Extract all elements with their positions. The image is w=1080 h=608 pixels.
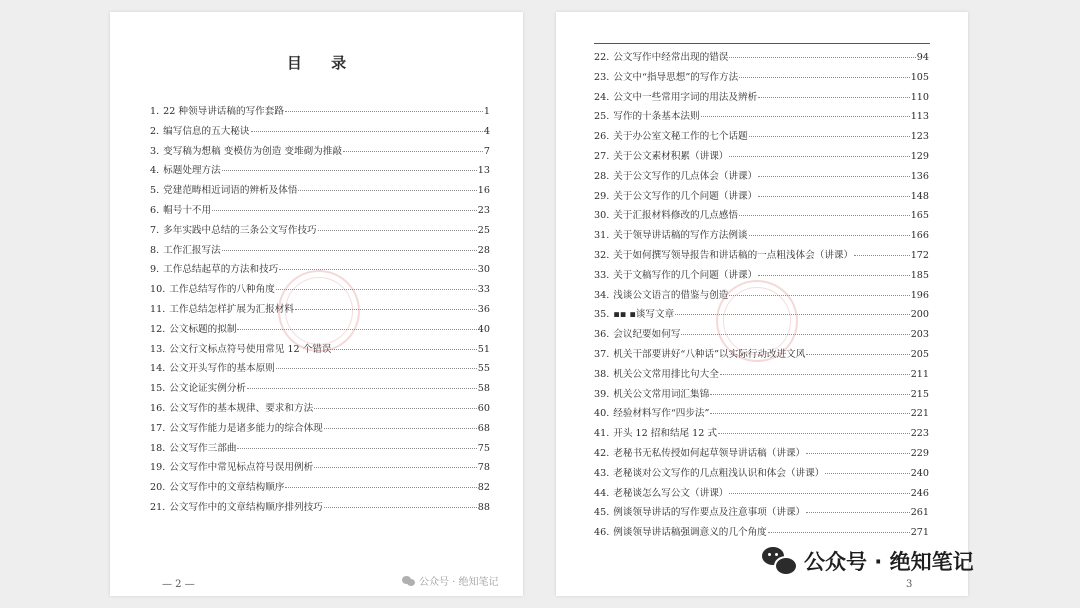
toc-entry-page: 28 (477, 244, 490, 256)
toc-entry-page: 40 (477, 323, 490, 335)
dot-leader (806, 512, 910, 513)
toc-entry-title: 公文写作的基本规律、要求和方法 (169, 402, 314, 414)
toc-entry-page: 88 (477, 501, 490, 513)
toc-entry-title: 多年实践中总结的三条公文写作技巧 (163, 224, 317, 236)
toc-entry (594, 523, 929, 543)
toc-entry-page: 148 (910, 190, 929, 202)
toc-entry (594, 365, 929, 385)
toc-entry-page: 23 (477, 204, 490, 216)
dot-leader (314, 408, 477, 409)
toc-entry-title: 机关公文常用词汇集锦 (613, 388, 710, 400)
toc-entry (594, 127, 929, 147)
toc-entry-page: 110 (910, 91, 929, 103)
toc-entry-title: 公文写作三部曲 (169, 442, 237, 454)
toc-entry-number: 43. (594, 467, 610, 479)
toc-entry-number: 35. (594, 309, 610, 321)
page-watermark (402, 573, 499, 588)
toc-entry-title: 公文写作中的文章结构顺序排列技巧 (169, 501, 323, 513)
toc-entry (594, 187, 929, 207)
dot-leader (324, 428, 477, 429)
toc-entry-number: 45. (594, 507, 610, 519)
toc-entry (594, 385, 929, 405)
toc-entry-page: 185 (910, 269, 929, 281)
toc-entry-title: 22 种领导讲话稿的写作套路 (163, 106, 284, 117)
brand-text: 公众号 · 绝知笔记 (804, 550, 974, 574)
dot-leader (758, 97, 910, 98)
toc-entry-number: 34. (594, 289, 610, 301)
toc-entry (150, 439, 490, 459)
dot-leader (854, 255, 910, 256)
toc-entry (150, 181, 490, 201)
toc-entry-title: 关于公文素材积累（讲课） (613, 150, 729, 162)
toc-entry-title: 工作总结怎样扩展为汇报材料 (169, 303, 294, 315)
dot-leader (222, 250, 477, 251)
toc-entry-page: 246 (910, 487, 929, 499)
toc-entry-title: 公文标题的拟制 (169, 323, 237, 335)
toc-entry-title: 机关干部要讲好“八种话”以实际行动改进文风 (613, 348, 806, 360)
dot-leader (710, 413, 909, 414)
toc-entry-page: 1 (483, 106, 490, 117)
toc-entry (150, 458, 490, 478)
toc-entry-number: 1. (150, 106, 160, 117)
dot-leader (729, 493, 909, 494)
dot-leader (739, 77, 909, 78)
toc-entry-page: 51 (477, 343, 490, 355)
toc-entry-page: 271 (910, 527, 929, 539)
toc-entry-title: 会议纪要如何写 (613, 329, 681, 341)
toc-entry (150, 379, 490, 399)
toc-entry-page: 165 (910, 210, 929, 222)
toc-entry-number: 21. (150, 501, 166, 513)
toc-entry-page: 166 (910, 230, 929, 242)
toc-entry-title: 公文开头写作的基本原则 (169, 363, 275, 375)
dot-leader (749, 136, 910, 137)
dot-leader (332, 349, 476, 350)
toc-entry (150, 241, 490, 261)
dot-leader (318, 230, 477, 231)
toc-entry-number: 9. (150, 264, 160, 276)
toc-entry-number: 29. (594, 190, 610, 202)
toc-entry-title: 公文中一些常用字词的用法及辨析 (613, 91, 758, 103)
toc-entry-title: 公文写作中的文章结构顺序 (169, 482, 285, 494)
toc-entry-title: 帽号十不用 (163, 204, 212, 216)
dot-leader (343, 151, 483, 152)
toc-entry-title: 老秘谈对公文写作的几点粗浅认识和体会（讲课） (613, 467, 825, 479)
dot-leader (314, 467, 477, 468)
toc-entry-number: 23. (594, 71, 610, 83)
page-number: — 2 — (162, 579, 195, 590)
toc-entry (150, 359, 490, 379)
toc-entry-title: 老秘书无私传授如何起草领导讲话稿（讲课） (613, 447, 806, 459)
toc-entry (150, 122, 490, 142)
toc-entry (594, 206, 929, 226)
toc-entry-title: 关于文稿写作的几个问题（讲课） (613, 269, 758, 281)
toc-entry-page: 94 (916, 52, 929, 63)
toc-entry-title: 例谈领导讲话稿强调意义的几个角度 (613, 527, 767, 539)
toc-entry-number: 25. (594, 111, 610, 123)
watermark-text: 公众号 · 绝知笔记 (419, 577, 499, 588)
toc-entry-number: 26. (594, 131, 610, 143)
toc-entry (594, 167, 929, 187)
toc-entry (150, 478, 490, 498)
toc-title: 目 录 (286, 54, 359, 72)
toc-entry-number: 14. (150, 363, 166, 375)
toc-entry-number: 7. (150, 224, 160, 236)
dot-leader (720, 374, 910, 375)
toc-entry-number: 4. (150, 165, 160, 177)
toc-entry-number: 38. (594, 368, 610, 380)
toc-entry-title: 例谈领导讲话的写作要点及注意事项（讲课） (613, 507, 806, 519)
toc-entry-number: 46. (594, 527, 610, 539)
toc-entry (594, 147, 929, 167)
toc-entry (594, 246, 929, 266)
toc-entry-page: 129 (910, 150, 929, 162)
toc-entry-page: 4 (483, 125, 490, 137)
dot-leader (739, 215, 910, 216)
dot-leader (237, 329, 476, 330)
toc-entry-page: 211 (910, 368, 929, 380)
dot-leader (758, 275, 910, 276)
toc-entry-number: 24. (594, 91, 610, 103)
toc-entry-page: 172 (910, 249, 929, 261)
dot-leader (825, 473, 909, 474)
toc-entry-title: 写作的十条基本法则 (613, 111, 700, 123)
toc-entry-page: 196 (910, 289, 929, 301)
toc-entry-title: 机关公文常用排比句大全 (613, 368, 719, 380)
toc-entry-page: 200 (910, 309, 929, 321)
toc-entry-page: 82 (477, 482, 490, 494)
toc-entry (150, 142, 490, 162)
dot-leader (729, 57, 915, 58)
toc-entry (594, 88, 929, 108)
toc-entry-title: 公文写作能力是诸多能力的综合体现 (169, 422, 323, 434)
dot-leader (729, 156, 909, 157)
dot-leader (718, 433, 910, 434)
toc-entry-number: 13. (150, 343, 166, 355)
toc-entry-title: 公文论证实例分析 (169, 383, 247, 395)
toc-entry-page: 30 (477, 264, 490, 276)
toc-entry-page: 7 (483, 145, 490, 157)
toc-entry-page: 203 (910, 329, 929, 341)
toc-entry-number: 31. (594, 230, 610, 242)
toc-entry-title: 关于如何撰写领导报告和讲话稿的一点粗浅体会（讲课） (613, 249, 854, 261)
toc-entry-number: 40. (594, 408, 610, 420)
toc-entry-number: 15. (150, 383, 166, 395)
toc-entry-title: 开头 12 招和结尾 12 式 (613, 428, 718, 440)
wechat-icon (762, 547, 796, 575)
dot-leader (237, 448, 476, 449)
toc-entry-page: 261 (910, 507, 929, 519)
toc-entry-page: 75 (477, 442, 490, 454)
toc-entry-title: 关于领导讲话稿的写作方法例谈 (613, 230, 748, 242)
toc-entry-title: 标题处理方法 (163, 165, 221, 177)
toc-entry-number: 3. (150, 145, 160, 157)
toc-entry-page: 36 (477, 303, 490, 315)
toc-entry-number: 16. (150, 402, 166, 414)
toc-entry-page: 215 (910, 388, 929, 400)
toc-entry-title: 工作汇报写法 (163, 244, 221, 256)
toc-entry-page: 113 (910, 111, 929, 123)
toc-entry-page: 105 (910, 71, 929, 83)
toc-entry (150, 102, 490, 122)
toc-entry-page: 55 (477, 363, 490, 375)
toc-entry (594, 404, 929, 424)
toc-entry-number: 11. (150, 303, 166, 315)
dot-leader (806, 453, 910, 454)
toc-entry-title: 浅谈公文语言的借鉴与创造 (613, 289, 729, 301)
toc-entry-title: 关于公文写作的几点体会（讲课） (613, 170, 758, 182)
toc-entry-title: 老秘谈怎么写公文（讲课） (613, 487, 729, 499)
toc-entry-title: 关于办公室文秘工作的七个话题 (613, 131, 748, 143)
toc-entry-title: 变写稿为想稿 变模仿为创造 变堆砌为推敲 (163, 145, 342, 157)
toc-entry-title: 关于公文写作的几个问题（讲课） (613, 190, 758, 202)
toc-entry-page: 16 (477, 185, 490, 197)
toc-entry-number: 42. (594, 447, 610, 459)
toc-entry-number: 6. (150, 204, 160, 216)
toc-entry-number: 5. (150, 185, 160, 197)
brand-overlay (762, 546, 974, 576)
dot-leader (276, 368, 477, 369)
toc-entry (150, 399, 490, 419)
toc-entry-page: 240 (910, 467, 929, 479)
toc-entry (150, 419, 490, 439)
toc-entry-title: 关于汇报材料修改的几点感悟 (613, 210, 738, 222)
toc-entry-number: 10. (150, 284, 166, 296)
toc-entry (594, 68, 929, 88)
toc-entry-page: 229 (910, 447, 929, 459)
toc-entry-page: 33 (477, 284, 490, 296)
toc-entry-title: 公文中“指导思想”的写作方法 (613, 71, 739, 83)
toc-entry (594, 424, 929, 444)
toc-page-right (556, 12, 968, 596)
toc-entry-title: ▪︎▪︎ ▪︎谈写文章 (613, 309, 675, 321)
toc-entry-number: 19. (150, 462, 166, 474)
toc-entry-number: 12. (150, 323, 166, 335)
toc-entry (594, 503, 929, 523)
toc-entry-page: 78 (477, 462, 490, 474)
toc-entry-page: 123 (910, 131, 929, 143)
dot-leader (710, 394, 909, 395)
toc-entry-page: 25 (477, 224, 490, 236)
toc-entry (594, 226, 929, 246)
toc-entry-title: 公文写作中常见标点符号误用例析 (169, 462, 314, 474)
toc-entry-number: 36. (594, 329, 610, 341)
dot-leader (212, 210, 477, 211)
dot-leader (298, 190, 476, 191)
toc-entry-number: 27. (594, 150, 610, 162)
toc-entry (594, 107, 929, 127)
toc-entry (150, 498, 490, 518)
toc-entry-page: 205 (910, 348, 929, 360)
toc-entry (594, 464, 929, 484)
toc-entry-number: 28. (594, 170, 610, 182)
dot-leader (324, 507, 477, 508)
toc-entry-page: 60 (477, 402, 490, 414)
wechat-icon (402, 576, 416, 587)
toc-entry-number: 32. (594, 249, 610, 261)
toc-entry (594, 484, 929, 504)
toc-entry-title: 经验材料写作“四步法” (613, 408, 710, 420)
dot-leader (758, 196, 910, 197)
toc-entry (150, 221, 490, 241)
toc-entry (594, 444, 929, 464)
toc-entry-number: 30. (594, 210, 610, 222)
toc-entry-number: 22. (594, 52, 610, 63)
toc-entry-number: 2. (150, 125, 160, 137)
toc-entry-title: 工作总结起草的方法和技巧 (163, 264, 279, 276)
toc-entry-title: 公文行文标点符号使用常见 12 个错误 (169, 343, 332, 355)
toc-entry-page: 68 (477, 422, 490, 434)
dot-leader (222, 170, 477, 171)
toc-entry-number: 20. (150, 482, 166, 494)
page-number: 3 (906, 579, 913, 590)
dot-leader (806, 354, 909, 355)
dot-leader (749, 235, 910, 236)
toc-entry-number: 33. (594, 269, 610, 281)
dot-leader (285, 111, 483, 112)
dot-leader (285, 487, 476, 488)
toc-entry-number: 17. (150, 422, 166, 434)
toc-entry-number: 41. (594, 428, 610, 440)
toc-entry-title: 党建范畴相近词语的辨析及体悟 (163, 185, 298, 197)
toc-entry-page: 223 (910, 428, 929, 440)
toc-entry-number: 18. (150, 442, 166, 454)
toc-entry-page: 58 (477, 383, 490, 395)
toc-entry-title: 编写信息的五大秘诀 (163, 125, 250, 137)
dot-leader (758, 176, 910, 177)
toc-entry-title: 工作总结写作的八种角度 (169, 284, 275, 296)
dot-leader (701, 116, 910, 117)
toc-entry-number: 8. (150, 244, 160, 256)
header-rule (594, 43, 930, 44)
toc-entry-number: 44. (594, 487, 610, 499)
dot-leader (247, 388, 477, 389)
toc-entry-page: 13 (477, 165, 490, 177)
toc-page-left (110, 12, 523, 596)
toc-entry-title: 公文写作中经常出现的错误 (613, 52, 729, 63)
toc-entry (594, 48, 929, 68)
toc-entry-number: 37. (594, 348, 610, 360)
toc-entry-number: 39. (594, 388, 610, 400)
toc-entry (150, 161, 490, 181)
dot-leader (768, 532, 910, 533)
toc-entry-page: 136 (910, 170, 929, 182)
toc-entry (150, 201, 490, 221)
dot-leader (251, 131, 483, 132)
toc-entry-page: 221 (910, 408, 929, 420)
